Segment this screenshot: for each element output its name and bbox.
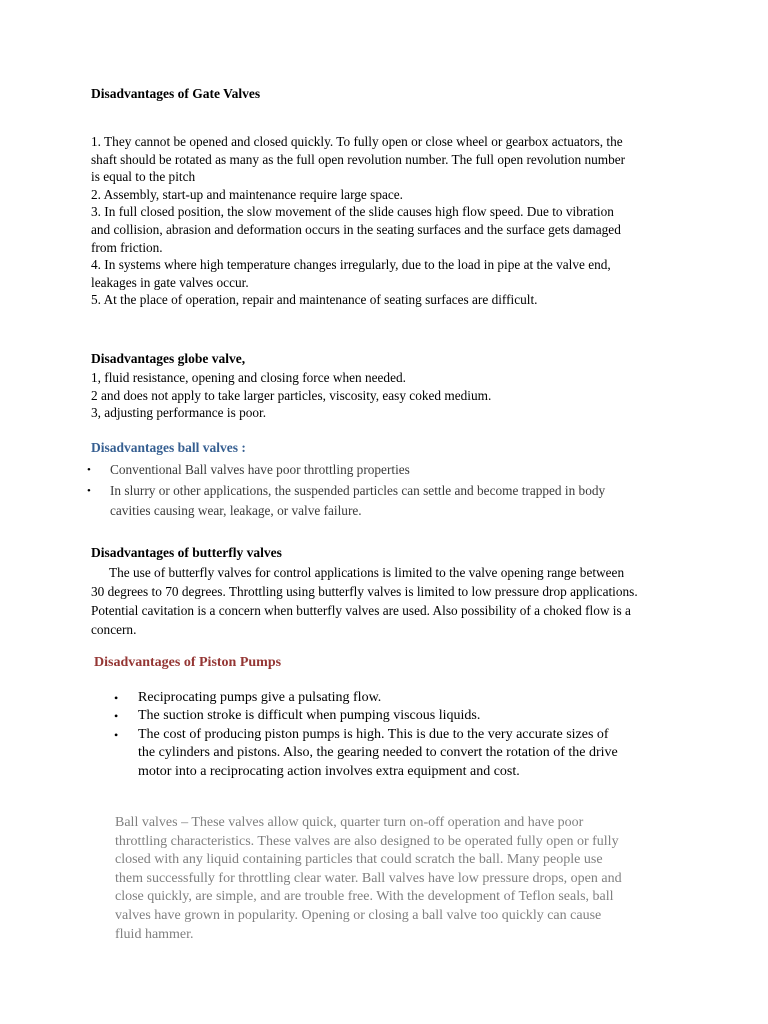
text-line: 1. They cannot be opened and closed quickly. To fully open or close wheel or gearbox actuators, the <box>91 134 623 149</box>
text-line: Ball valves – These valves allow quick, quarter turn on-off operation and have poor <box>115 815 584 830</box>
list-item-continuation: cavities causing wear, leakage, or valve failure. <box>110 503 362 518</box>
ball-valves-heading: Disadvantages ball valves : <box>91 440 246 455</box>
list-item: • Reciprocating pumps give a pulsating flow. <box>114 689 714 707</box>
text-line: and collision, abrasion and deformation occurs in the seating surfaces and the surface gets damaged <box>91 221 621 237</box>
butterfly-valves-heading: Disadvantages of butterfly valves <box>91 545 282 560</box>
text-line: 3, adjusting performance is poor. <box>91 405 267 421</box>
text-line: leakages in gate valves occur. <box>91 274 249 290</box>
text-line: valves have grown in popularity. Opening or closing a ball valve too quickly can cause <box>115 907 602 923</box>
globe-valve-heading: Disadvantages globe valve, <box>91 351 246 366</box>
gate-valves-text <box>91 133 711 309</box>
list-item: • The cost of producing piston pumps is high. This is due to the very accurate sizes of <box>114 726 714 744</box>
text-line: close quickly, are simple, and are trouble free. With the development of Teflon seals, ball <box>115 889 614 905</box>
text-line: shaft should be rotated as many as the full open revolution number. The full open revolution number <box>91 151 626 167</box>
text-line: closed with any liquid containing particles that could scratch the ball. Many people use <box>115 852 603 868</box>
text-line: is equal to the pitch <box>91 169 196 185</box>
globe-valve-text <box>91 369 691 422</box>
butterfly-valves-text <box>91 563 711 639</box>
text-line: 3. In full closed position, the slow movement of the slide causes high flow speed. Due to vibration <box>91 204 614 220</box>
text-line: Potential cavitation is a concern when butterfly valves are used. Also possibility of a choked flow is a <box>91 603 631 618</box>
list-item-continuation: motor into a reciprocating action involves extra equipment and cost. <box>138 763 520 779</box>
list-item-continuation: the cylinders and pistons. Also, the gearing needed to convert the rotation of the drive <box>138 745 618 761</box>
text-line: 2 and does not apply to take larger particles, viscosity, easy coked medium. <box>91 387 492 403</box>
text-line: from friction. <box>91 239 163 255</box>
ball-valves-list <box>91 460 691 521</box>
text-line: them successfully for throttling clear water. Ball valves have low pressure drops, open and <box>115 870 622 886</box>
text-line: 1, fluid resistance, opening and closing force when needed. <box>91 370 406 385</box>
gate-valves-heading: Disadvantages of Gate Valves <box>91 86 261 101</box>
list-item: • Conventional Ball valves have poor throttling properties <box>91 460 691 480</box>
text-line: 30 degrees to 70 degrees. Throttling using butterfly valves is limited to low pressure drop applications. <box>91 584 638 599</box>
piston-pumps-heading: Disadvantages of Piston Pumps <box>94 655 282 670</box>
text-line: 5. At the place of operation, repair and maintenance of seating surfaces are difficult. <box>91 292 538 308</box>
text-line: throttling characteristics. These valves are also designed to be operated fully open or fully <box>115 833 619 849</box>
piston-pumps-list <box>114 689 714 781</box>
ball-valves-note <box>115 814 715 944</box>
text-line: concern. <box>91 622 137 637</box>
text-line: The use of butterfly valves for control applications is limited to the valve opening range between <box>109 565 625 580</box>
text-line: 4. In systems where high temperature changes irregularly, due to the load in pipe at the valve end, <box>91 257 611 273</box>
text-line: fluid hammer. <box>115 926 194 942</box>
list-item: • The suction stroke is difficult when pumping viscous liquids. <box>114 707 714 725</box>
list-item: • In slurry or other applications, the suspended particles can settle and become trapped in body <box>91 481 691 501</box>
text-line: 2. Assembly, start-up and maintenance require large space. <box>91 186 403 202</box>
